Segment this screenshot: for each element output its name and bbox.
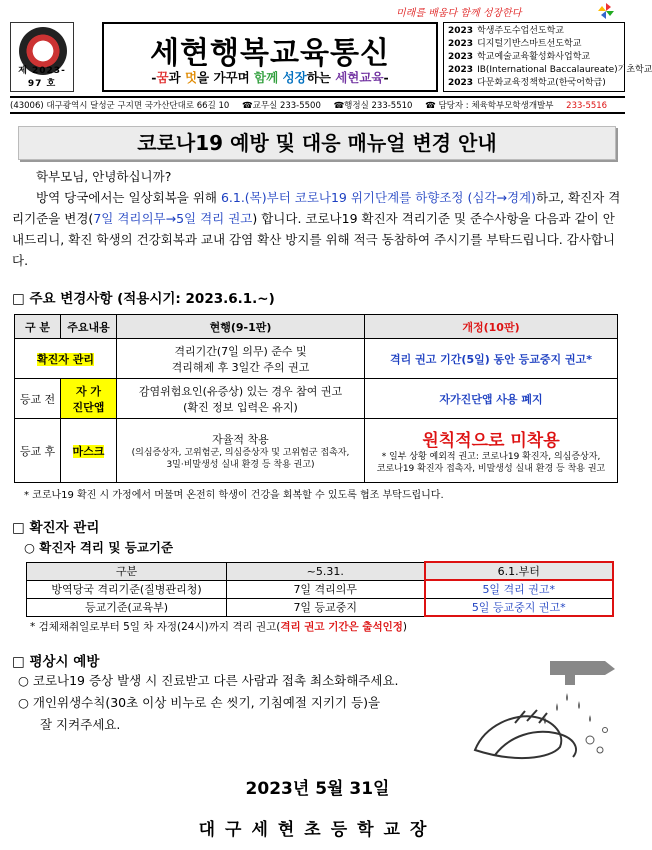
- prevention-item: ○ 코로나19 증상 발생 시 진료받고 다른 사람과 접촉 최소화해주세요.: [18, 673, 399, 688]
- row-category: 확진자 관리: [15, 339, 117, 379]
- revised-rule: 자가진단앱 사용 폐지: [365, 379, 618, 419]
- changes-note: * 코로나19 확진 시 가정에서 머물며 온전히 학생이 건강을 회복할 수 있도록 협조 부탁드립니다.: [24, 490, 444, 501]
- award-item: 2023 다문화교육정책학교(한국어학급): [448, 78, 606, 88]
- table-header: 구분: [27, 562, 227, 580]
- notice-title: 코로나19 예방 및 대응 매뉴얼 변경 안내: [18, 126, 616, 160]
- table-cell: 방역당국 격리기준(질병관리청): [27, 580, 227, 598]
- revised-rule: 원칙적으로 미착용 * 일부 상황 예외적 권고: 코로나19 확진자, 의심증상자, 코로나19 확진자 접촉자, 비말생성 실내 환경 등 착용 권고: [365, 419, 618, 483]
- admin-phone: ☎행정실 233-5510: [333, 101, 413, 111]
- table-header: 현행(9-1판): [117, 315, 365, 339]
- prevention-list: [18, 670, 399, 736]
- prevention-item: ○ 개인위생수칙(30초 이상 비누로 손 씻기, 기침예절 지키기 등)을: [18, 695, 381, 710]
- table-cell: 7일 격리의무: [227, 580, 425, 598]
- table-cell: 5일 등교중지 권고*: [425, 598, 614, 616]
- school-motto: 미래를 배움다 함께 성장한다: [396, 8, 522, 19]
- section-prevention-title: □ 평상시 예방: [12, 654, 100, 670]
- office-phone: ☎교무실 233-5500: [242, 101, 321, 111]
- award-item: 2023 학교예술교육활성화사업학교: [448, 52, 591, 62]
- table-cell: 5일 격리 권고*: [425, 580, 614, 598]
- handwashing-icon: [455, 655, 625, 765]
- changes-table: [14, 314, 618, 483]
- signatory: 대구세현초등학교장: [198, 820, 437, 840]
- contact-bar: [10, 96, 625, 114]
- newsletter-title-box: [102, 22, 438, 92]
- table-header: 6.1.부터: [425, 562, 614, 580]
- prevention-item-continued: 잘 지켜주세요.: [40, 717, 121, 732]
- award-item: 2023 학생주도수업선도학교: [448, 26, 565, 36]
- revised-rule: 격리 권고 기간(5일) 동안 등교중지 권고*: [365, 339, 618, 379]
- school-logo-box: [10, 22, 74, 92]
- table-header: 개정(10판): [365, 315, 618, 339]
- intro-paragraph: 방역 당국에서는 일상회복을 위해 6.1.(목)부터 코로나19 위기단계를 하향조정 (심각→경계)하고, 확진자 격리기준을 변경(7일 격리의무→5일 격리 권고) 합니다. 코로나19 확진자 격리기준 및 준수사항을 다음과 같이 안내드리니, 확진 학생의 건강회복과 교내 감염 확산 방지를 위해 적극 동참하여 주시기를 부탁드립니다. 감사합니다.: [12, 190, 621, 268]
- isolation-note: * 검체채취일로부터 5일 차 자정(24시)까지 격리 권고(격리 권고 기간은 출석인정): [30, 621, 407, 633]
- table-cell: 등교기준(교육부): [27, 598, 227, 616]
- table-header: ~5.31.: [227, 562, 425, 580]
- manager-phone: 233-5516: [566, 101, 608, 111]
- isolation-table: [26, 561, 614, 617]
- table-header: 주요내용: [61, 315, 117, 339]
- current-rule: 감염위험요인(유증상) 있는 경우 참여 권고 (확진 정보 입력은 유지): [117, 379, 365, 419]
- issue-number: 제 2023-97 호: [18, 66, 66, 89]
- current-rule: 격리기간(7일 의무) 준수 및 격리해제 후 3일간 주의 권고: [117, 339, 365, 379]
- address: (43006) 대구광역시 달성군 구지면 국가산단대로 66길 10: [10, 101, 230, 111]
- award-item: 2023 디지털기반스마트선도학교: [448, 39, 582, 49]
- awards-list: [443, 22, 652, 92]
- greeting: 학부모님, 안녕하십니까?: [36, 169, 172, 184]
- isolation-subtitle: ○ 확진자 격리 및 등교기준: [24, 540, 174, 555]
- newsletter-title: 세현행복교육통신: [150, 36, 390, 71]
- row-item: 마스크: [61, 419, 117, 483]
- table-header: 구 분: [15, 315, 61, 339]
- manager-info: ☎ 담당자 : 체육학부모학생개발부: [425, 101, 554, 111]
- section-changes-title: □ 주요 변경사항 (적용시기: 2023.6.1.~): [12, 291, 275, 307]
- document-date: 2023년 5월 31일: [245, 779, 390, 799]
- row-category: 등교 후: [15, 419, 61, 483]
- newsletter-subtitle: -꿈과 멋을 가꾸며 함께 성장하는 세현교육-: [151, 70, 389, 85]
- row-category: 등교 전: [15, 379, 61, 419]
- section-management-title: □ 확진자 관리: [12, 520, 100, 536]
- award-item: 2023 IB(International Baccalaureate)기초학교: [448, 65, 652, 75]
- current-rule: 자율적 착용 (의심증상자, 고위험군, 의심증상자 및 고위험군 접촉자, 3밀·비말생성 실내 환경 등 착용 권고): [117, 419, 365, 483]
- intro-text: [12, 166, 624, 271]
- row-item: 자 가 진단앱: [61, 379, 117, 419]
- pinwheel-icon: [597, 2, 615, 20]
- table-cell: 7일 등교중지: [227, 598, 425, 616]
